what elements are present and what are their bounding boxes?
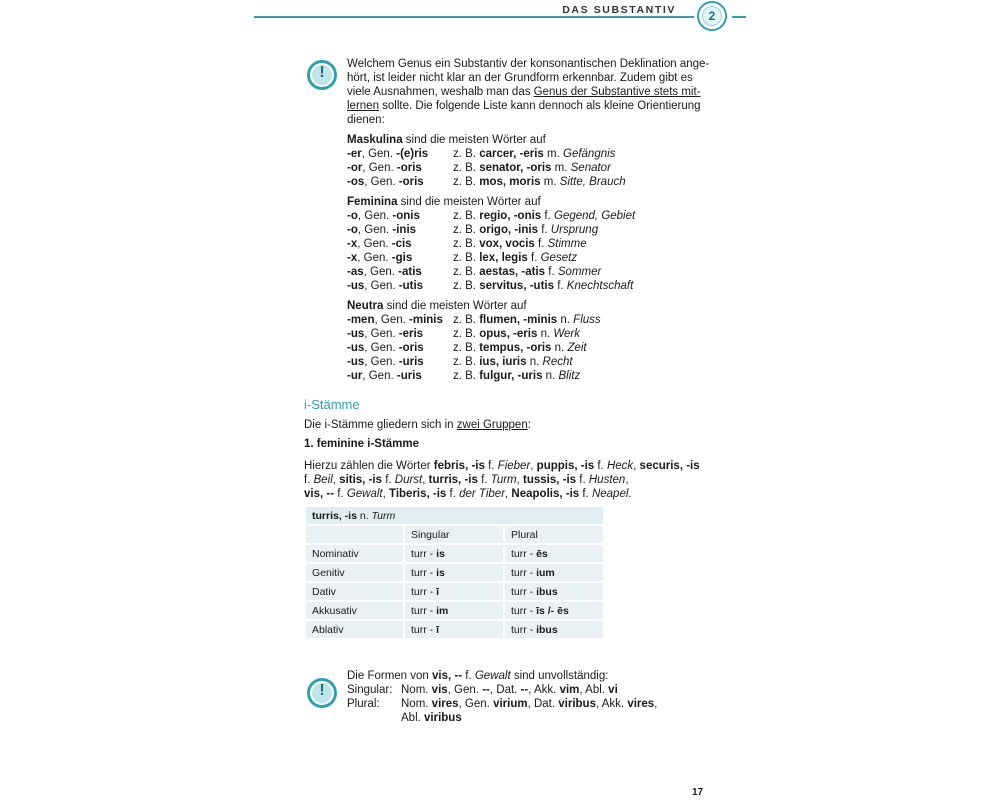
cross-reference-link[interactable]: Genus der Substantive stets mit- (533, 86, 701, 98)
table-header-row (306, 526, 603, 543)
rule-row: -o, Gen. -inis z. B. origo, -inis f. Ursprung (347, 224, 599, 236)
rule-row: -er, Gen. -(e)ris z. B. carcer, -eris m. Gefängnis (347, 148, 616, 160)
running-header: DAS SUBSTANTIV (562, 4, 676, 16)
chapter-number: 2 (702, 6, 722, 26)
header-rule (254, 16, 694, 18)
rule-row: -os, Gen. -oris z. B. mos, moris m. Sitte, Brauch (347, 176, 626, 188)
rule-row: -x, Gen. -cis z. B. vox, vocis f. Stimme (347, 238, 587, 250)
table-row: Nominativ turr - is turr - ēs (306, 545, 603, 562)
note2-intro: Die Formen von vis, -- f. Gewalt sind unvollständig: (347, 670, 609, 682)
rule-row: -or, Gen. -oris z. B. senator, -oris m. Senator (347, 162, 611, 174)
table-row: Genitiv turr - is turr - ium (306, 564, 603, 581)
rule-row: -men, Gen. -minis z. B. flumen, -minis n. Fluss (347, 314, 601, 326)
section-intro: Die i-Stämme gliedern sich in zwei Gruppen: (304, 419, 531, 431)
zwei-gruppen-link[interactable]: zwei Gruppen (456, 419, 528, 431)
rules-neutra (347, 313, 707, 383)
rule-row: -us, Gen. -utis z. B. servitus, -utis f. Knechtschaft (347, 280, 634, 292)
chapter-badge (697, 1, 727, 31)
rule-row: -us, Gen. -eris z. B. opus, -eris n. Werk (347, 328, 580, 340)
page-number: 17 (692, 787, 704, 798)
subheading: 1. feminine i-Stämme (304, 438, 420, 450)
rule-row: -ur, Gen. -uris z. B. fulgur, -uris n. Blitz (347, 370, 581, 382)
rules-maskulina (347, 147, 707, 189)
section-title: i-Stämme (304, 397, 360, 412)
table-title-row: turris, -is n. Turm (306, 507, 603, 524)
exclamation-circle-icon: ! (307, 678, 337, 708)
rule-row: -as, Gen. -atis z. B. aestas, -atis f. Sommer (347, 266, 602, 278)
rule-row: -o, Gen. -onis z. B. regio, -onis f. Gegend, Gebiet (347, 210, 636, 222)
group-heading-maskulina: Maskulina sind die meisten Wörter auf (347, 134, 546, 146)
note-text: Welchem Genus ein Substantiv der konsonantischen Deklination ange- hört, ist leider nicht klar an der Grundform erkennbar. Zudem gibt es viele Ausnahmen, weshalb man das Genus der Substantive stets mit- lernen sollte. Die folgende Liste kann dennoch als kleine Orientierung dienen: (347, 58, 710, 126)
declension-table (304, 505, 605, 640)
exclamation-circle-icon: ! (307, 60, 337, 90)
cross-reference-link-cont[interactable]: lernen (347, 100, 379, 112)
rule-row: -x, Gen. -gis z. B. lex, legis f. Gesetz (347, 252, 578, 264)
rule-row: -us, Gen. -oris z. B. tempus, -oris n. Zeit (347, 342, 587, 354)
rules-feminina (347, 209, 707, 293)
column-header: Singular (405, 526, 503, 543)
header-rule-right (732, 16, 746, 18)
rule-row: -us, Gen. -uris z. B. ius, iuris n. Recht (347, 356, 573, 368)
column-header: Plural (505, 526, 603, 543)
group-heading-neutra: Neutra sind die meisten Wörter auf (347, 300, 527, 312)
table-row: Dativ turr - ī turr - ibus (306, 583, 603, 600)
paragraph: Hierzu zählen die Wörter febris, -is f. Fieber, puppis, -is f. Heck, securis, -is f. Beil, sitis, -is f. Durst, turris, -is f. Turm, tussis, -is f. Husten, vis, -- f. Gewalt, Tiberis, -is f. der Tiber, Neapolis, -is f. Neapel. (304, 460, 700, 500)
table-row: Akkusativ turr - im turr - īs /- ēs (306, 602, 603, 619)
table-row: Ablativ turr - ī turr - ibus (306, 621, 603, 638)
group-heading-feminina: Feminina sind die meisten Wörter auf (347, 196, 541, 208)
